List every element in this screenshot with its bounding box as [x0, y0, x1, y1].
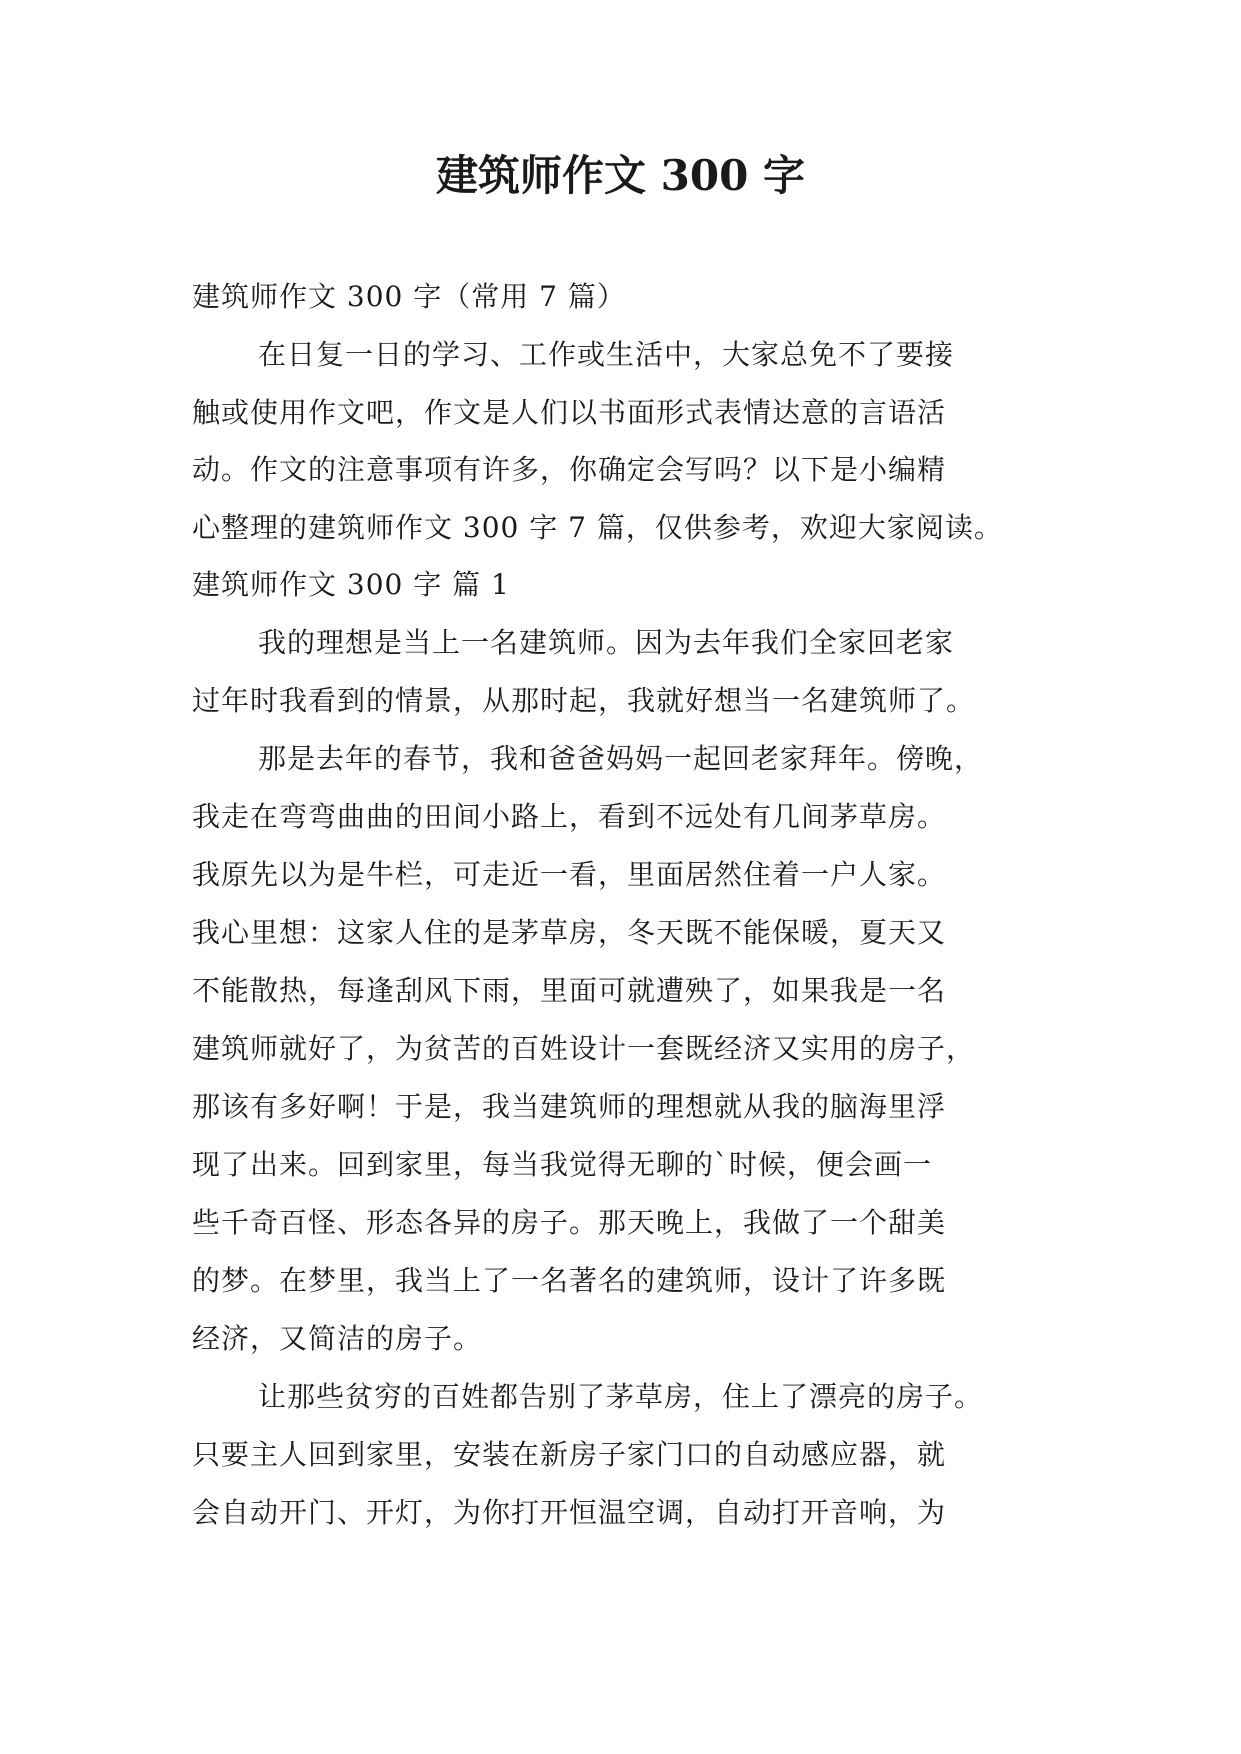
paragraph-line: 经济，又简洁的房子。 — [192, 1322, 483, 1355]
paragraph-line: 心整理的建筑师作文 300 字 7 篇，仅供参考，欢迎大家阅读。 — [192, 511, 1003, 544]
paragraph-line: 不能散热，每逢刮风下雨，里面可就遭殃了，如果我是一名 — [192, 974, 947, 1007]
paragraph-line: 我的理想是当上一名建筑师。因为去年我们全家回老家 — [258, 626, 955, 659]
paragraph-line: 我走在弯弯曲曲的田间小路上，看到不远处有几间茅草房。 — [192, 800, 947, 833]
paragraph-line: 我原先以为是牛栏，可走近一看，里面居然住着一户人家。 — [192, 858, 947, 891]
paragraph-line: 建筑师就好了，为贫苦的百姓设计一套既经济又实用的房子， — [192, 1032, 976, 1065]
paragraph-line: 让那些贫穷的百姓都告别了茅草房，住上了漂亮的房子。 — [258, 1380, 984, 1413]
paragraph-line: 会自动开门、开灯，为你打开恒温空调，自动打开音响，为 — [192, 1496, 947, 1529]
paragraph-line: 触或使用作文吧，作文是人们以书面形式表情达意的言语活 — [192, 396, 947, 429]
paragraph-line: 些千奇百怪、形态各异的房子。那天晚上，我做了一个甜美 — [192, 1206, 947, 1239]
paragraph-line: 现了出来。回到家里，每当我觉得无聊的`时候，便会画一 — [192, 1148, 933, 1181]
paragraph-line: 的梦。在梦里，我当上了一名著名的建筑师，设计了许多既 — [192, 1264, 947, 1297]
subtitle-line: 建筑师作文 300 字（常用 7 篇） — [192, 280, 626, 313]
paragraph-line: 只要主人回到家里，安装在新房子家门口的自动感应器，就 — [192, 1438, 947, 1471]
paragraph-line: 那是去年的春节，我和爸爸妈妈一起回老家拜年。傍晚， — [258, 742, 984, 775]
paragraph-line: 那该有多好啊！于是，我当建筑师的理想就从我的脑海里浮 — [192, 1090, 947, 1123]
paragraph-line: 我心里想：这家人住的是茅草房，冬天既不能保暖，夏天又 — [192, 916, 947, 949]
paragraph-line: 过年时我看到的情景，从那时起，我就好想当一名建筑师了。 — [192, 684, 976, 717]
section-heading: 建筑师作文 300 字 篇 1 — [192, 568, 510, 601]
document-title: 建筑师作文 300 字 — [436, 151, 805, 200]
paragraph-line: 在日复一日的学习、工作或生活中，大家总免不了要接 — [258, 338, 955, 371]
paragraph-line: 动。作文的注意事项有许多，你确定会写吗？以下是小编精 — [192, 453, 947, 486]
